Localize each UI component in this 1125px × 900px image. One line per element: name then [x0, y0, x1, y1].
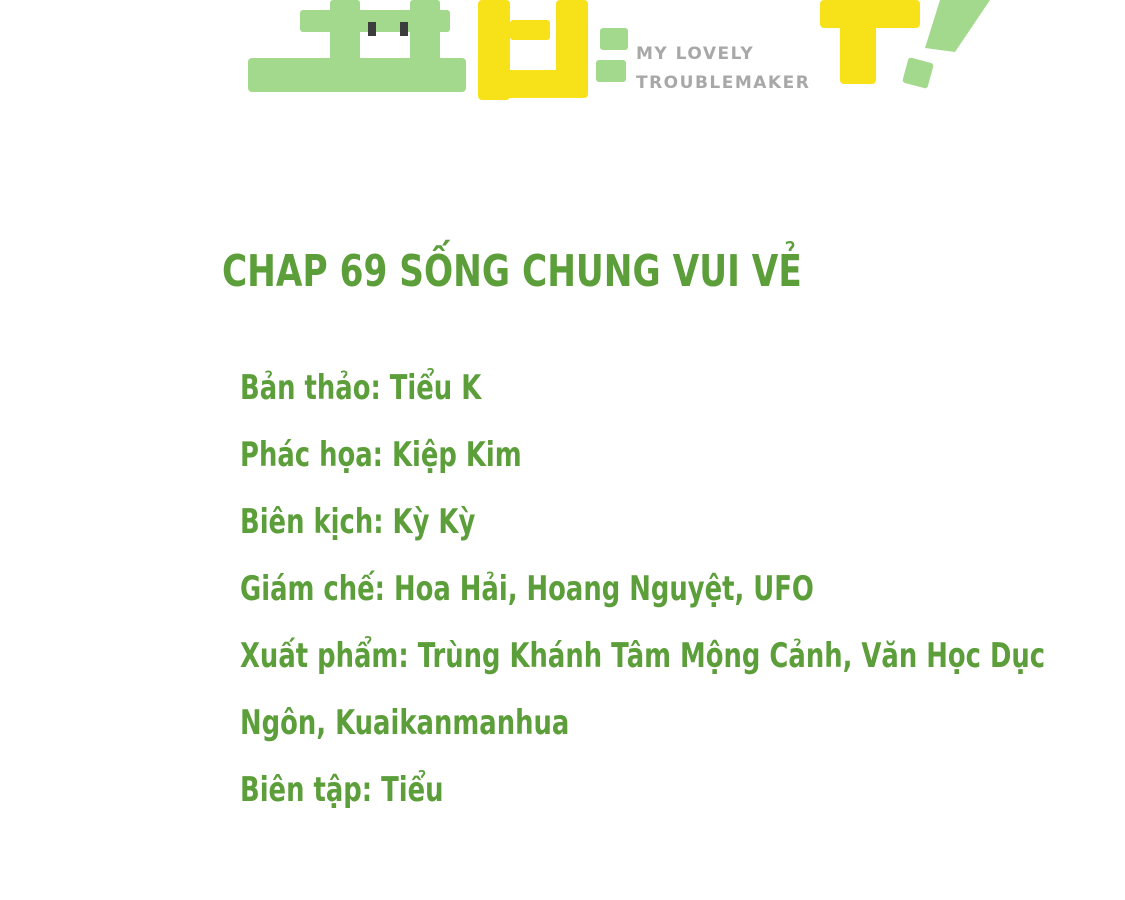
- credit-line-script: Biên kịch: Kỳ Kỳ: [240, 502, 476, 542]
- credit-line-publisher-cont: Ngôn, Kuaikanmanhua: [240, 703, 570, 743]
- credit-line-publisher: Xuất phẩm: Trùng Khánh Tâm Mộng Cảnh, Văn Học Dục: [240, 636, 1046, 676]
- credit-line-supervisor: Giám chế: Hoa Hải, Hoang Nguyệt, UFO: [240, 569, 814, 609]
- chapter-title: CHAP 69 SỐNG CHUNG VUI VẺ: [222, 246, 802, 297]
- logo-subtitle: [636, 40, 810, 98]
- logo-green-glyph-left: [248, 0, 466, 92]
- credit-line-draft: Bản thảo: Tiểu K: [240, 368, 482, 408]
- logo-subtitle-line2: TROUBLEMAKER: [636, 73, 811, 93]
- logo-artwork: [0, 0, 1125, 110]
- logo-subtitle-line1: MY LOVELY: [636, 44, 755, 64]
- logo-green-glyph-mid: [596, 28, 628, 82]
- series-logo: [0, 0, 1125, 110]
- credits-list: [240, 355, 1125, 824]
- credit-line-sketch: Phác họa: Kiệp Kim: [240, 435, 522, 475]
- credit-line-editor: Biên tập: Tiểu: [240, 770, 444, 810]
- logo-yellow-glyph: [478, 0, 588, 100]
